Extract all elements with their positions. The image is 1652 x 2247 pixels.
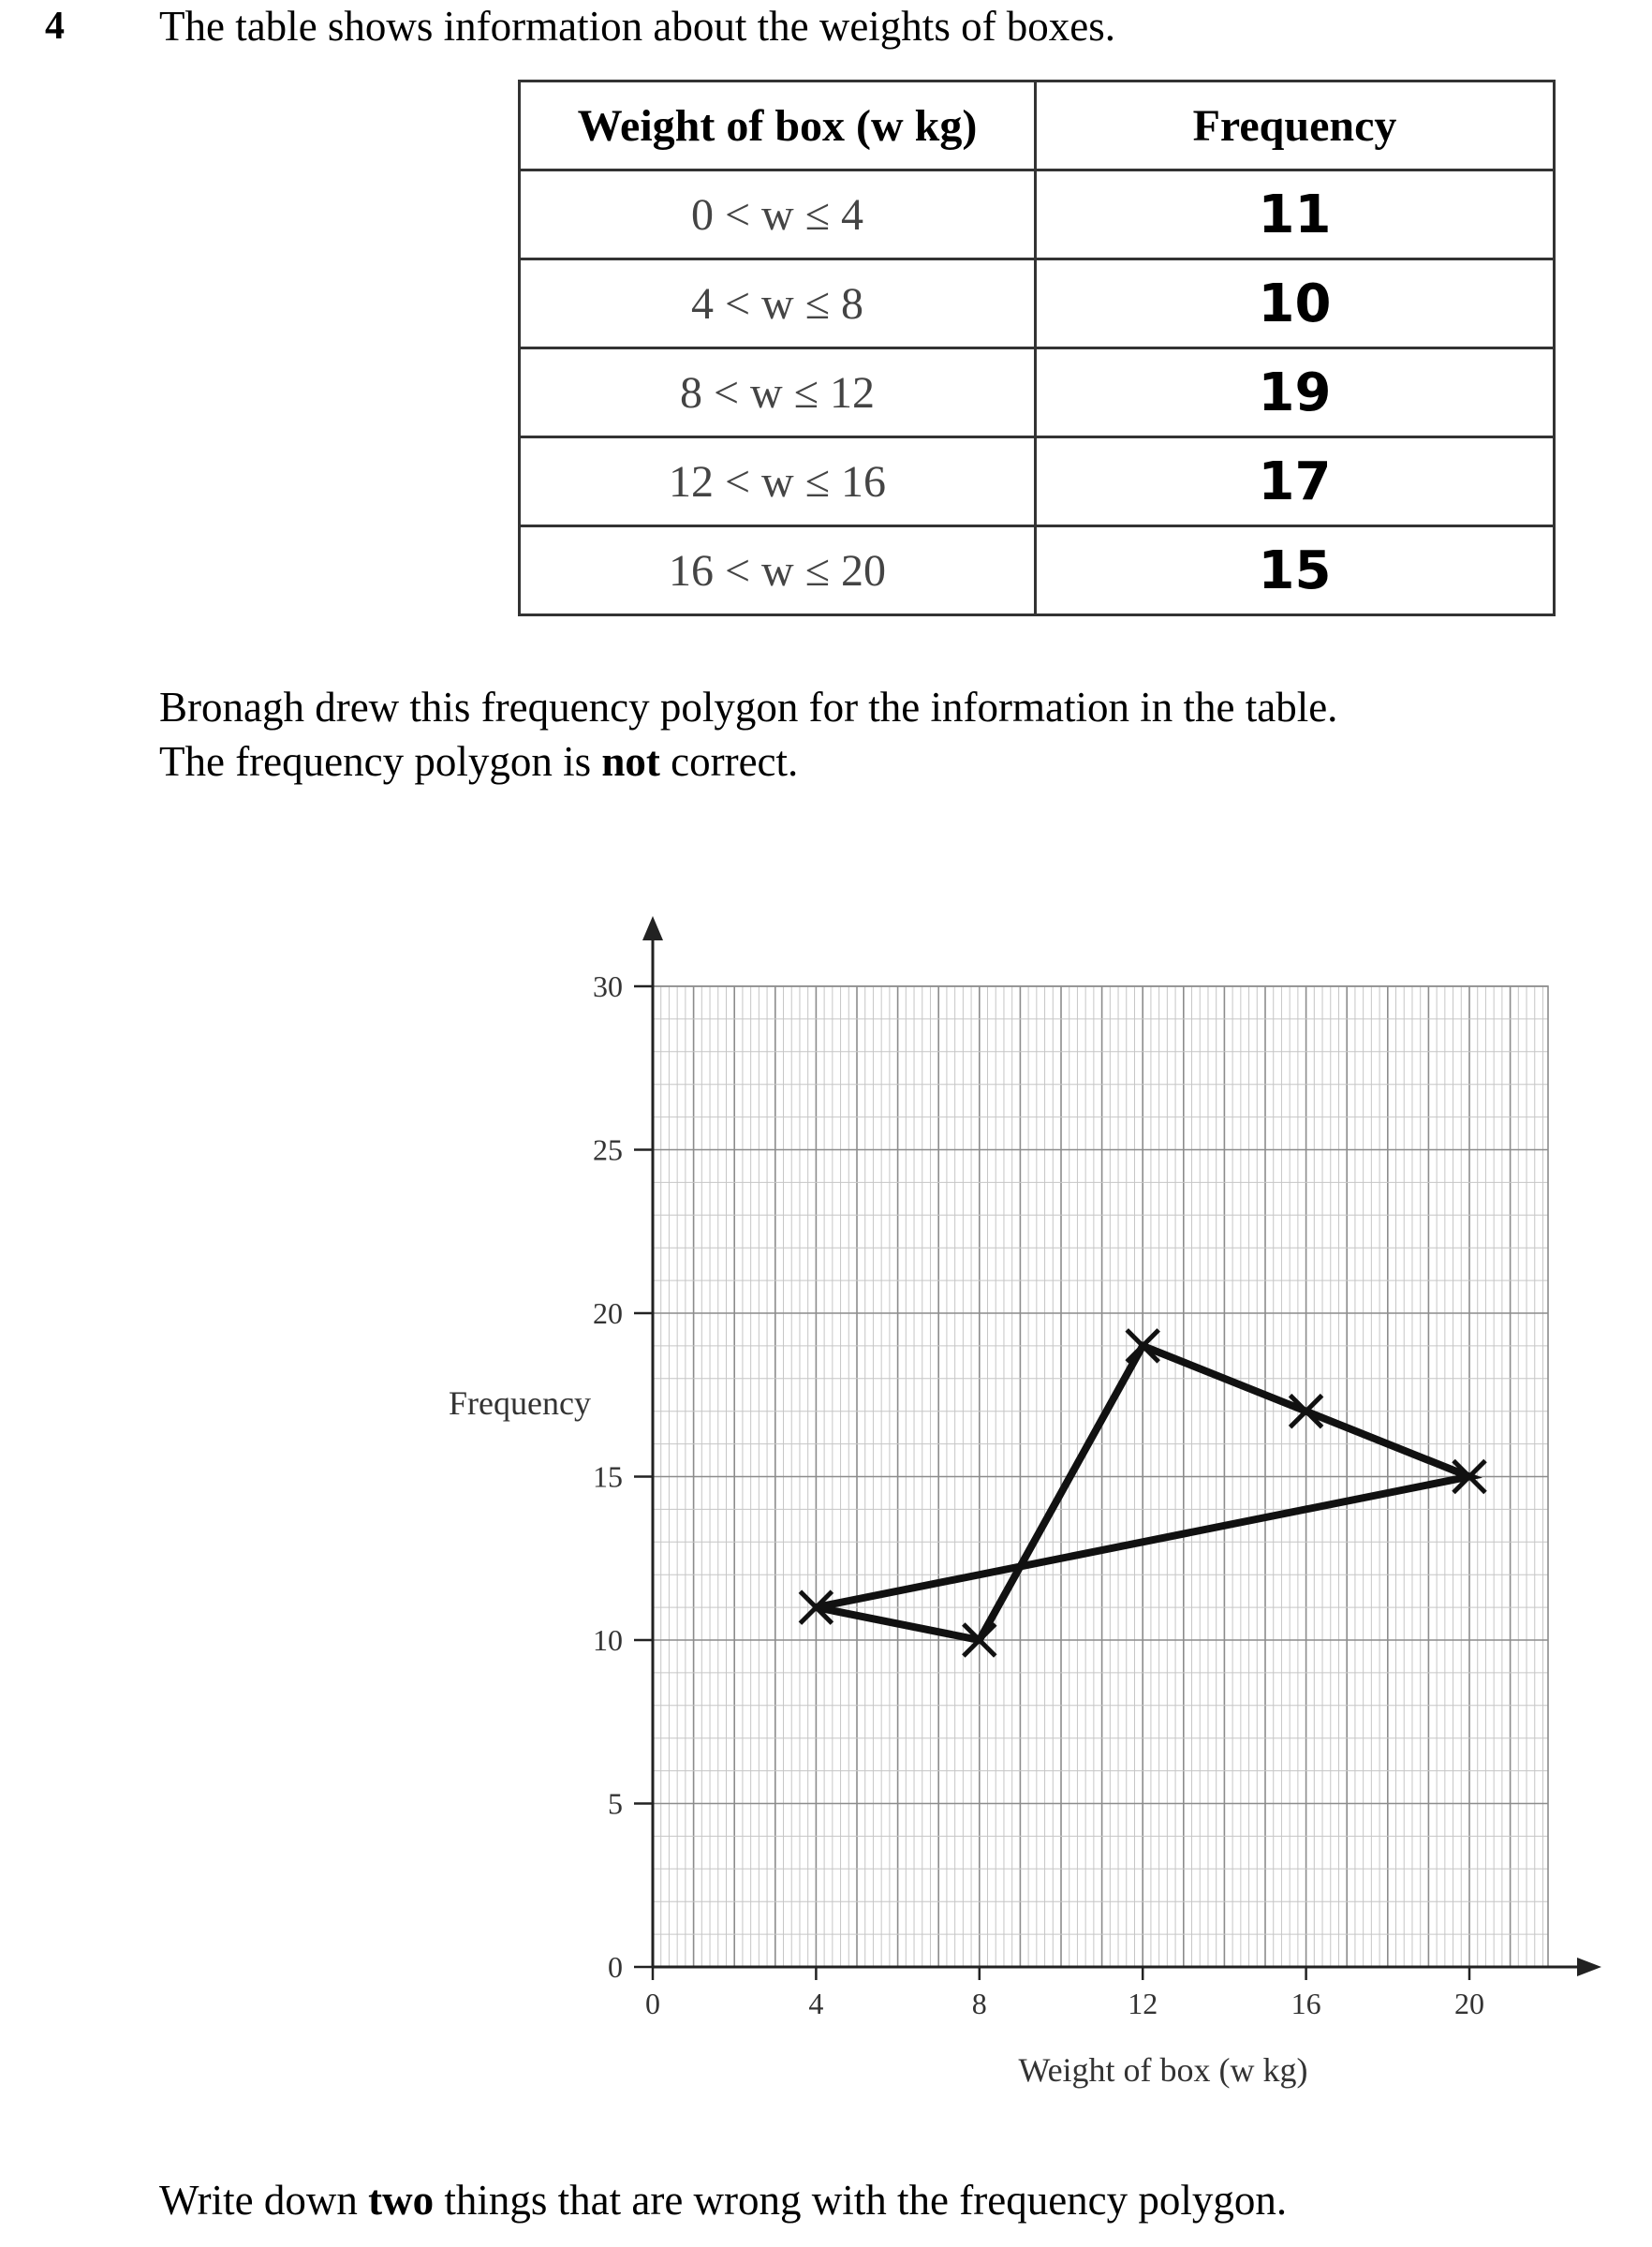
- frequency-cell: 17: [1036, 437, 1555, 526]
- final-question-end: things that are wrong with the frequency polygon.: [434, 2177, 1288, 2224]
- final-question: [159, 2173, 1287, 2227]
- x-tick-label: 4: [808, 1987, 824, 2020]
- x-tick-label: 0: [645, 1987, 660, 2020]
- y-tick-label: 0: [608, 1950, 623, 1984]
- description-line-1: Bronagh drew this frequency polygon for the information in the table.: [159, 684, 1338, 731]
- y-tick-label: 25: [593, 1132, 623, 1167]
- final-question-bold: two: [368, 2177, 435, 2224]
- description-line-2-end: correct.: [659, 738, 799, 785]
- description-line-2-start: The frequency polygon is: [159, 738, 602, 785]
- weight-range-cell: 4 < w ≤ 8: [520, 259, 1036, 348]
- weight-range-cell: 0 < w ≤ 4: [520, 170, 1036, 259]
- description-line-2-bold: not: [601, 738, 660, 785]
- y-tick-label: 20: [593, 1296, 623, 1330]
- frequency-cell: 11: [1036, 170, 1555, 259]
- x-tick-label: 16: [1291, 1987, 1321, 2020]
- y-axis-title: Frequency: [449, 1384, 591, 1422]
- question-number: 4: [45, 5, 65, 48]
- y-tick-label: 10: [593, 1623, 623, 1657]
- y-axis-arrow: [642, 916, 663, 940]
- weight-range-cell: 8 < w ≤ 12: [520, 348, 1036, 437]
- y-tick-label: 30: [593, 969, 623, 1003]
- x-tick-label: 20: [1454, 1987, 1484, 2020]
- frequency-cell: 15: [1036, 526, 1555, 615]
- y-tick-label: 5: [608, 1786, 623, 1821]
- table-header-frequency: Frequency: [1036, 81, 1555, 170]
- x-axis-title: Weight of box (w kg): [1018, 2051, 1308, 2089]
- x-tick-label: 8: [971, 1987, 987, 2020]
- final-question-start: Write down: [159, 2177, 369, 2224]
- table-header-weight: Weight of box (w kg): [520, 81, 1036, 170]
- x-tick-label: 12: [1128, 1987, 1158, 2020]
- y-tick-label: 15: [593, 1459, 623, 1494]
- weight-range-cell: 16 < w ≤ 20: [520, 526, 1036, 615]
- x-axis-arrow: [1577, 1958, 1601, 1976]
- question-intro: The table shows information about the weights of boxes.: [159, 3, 1116, 50]
- weight-range-cell: 12 < w ≤ 16: [520, 437, 1036, 526]
- frequency-cell: 19: [1036, 348, 1555, 437]
- frequency-cell: 10: [1036, 259, 1555, 348]
